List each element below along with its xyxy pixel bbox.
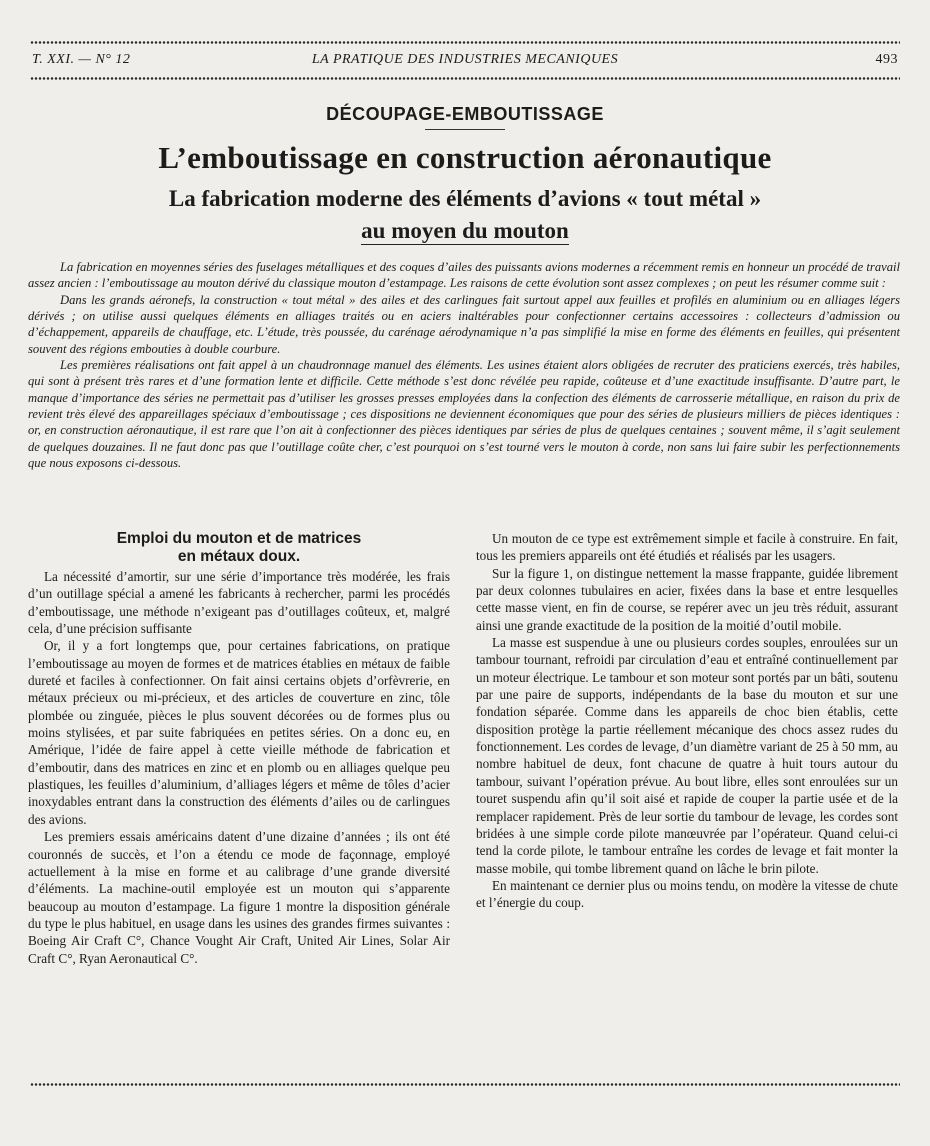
- body-paragraph: Sur la figure 1, on distingue nettement la masse frappante, guidée librement par deux colonnes tubulaires en acier, fixées dans la base et entre lesquelles cette masse vient, en fin de course, se repérer avec un jeu très réduit, assurant ainsi une grande exactitude de la position de la moitié d’outil mobile.: [476, 565, 898, 633]
- article-intro: [28, 259, 900, 471]
- body-paragraph: La masse est suspendue à une ou plusieurs cordes souples, enroulées sur un tambour tournant, refroidi par circulation d’eau et entraîné continuellement par un moteur électrique. Le tambour et son moteur sont portés par un bâti, soutenu par une paire de supports, indépendants de la base du mouton et sur une fondation séparée. Comme dans les appareils de choc bien établis, cette disposition protège la partie réellement mécanique des chocs assez rudes du fonctionnement. Les cordes de levage, d’un diamètre variant de 25 à 50 mm, au nombre habituel de deux, font chacune de quatre à huit tours autour du tambour, suivant l’opération prévue. Au bout libre, elles sont enroulées sur un touret suspendu afin qu’il soit aisé et rapide de couper la partie usée et de la remplacer rapidement. Près de leur sortie du tambour de levage, les cordes sont bridées à une simple corde pilote manœuvrée par l’opérateur. Quand celui-ci tend la corde pilote, le tambour entraîne les cordes de levage et fait monter la masse mobile, qui tombe librement quand on lâche le brin pilote.: [476, 635, 898, 876]
- article-subtitle-line2: [0, 218, 930, 244]
- page-number: 493: [875, 52, 898, 67]
- top-dotted-rule: [30, 41, 900, 44]
- running-head: [30, 50, 900, 72]
- column-heading-line2: en métaux doux.: [177, 548, 301, 565]
- section-title: DÉCOUPAGE-EMBOUTISSAGE: [326, 104, 604, 124]
- intro-paragraph: Les premières réalisations ont fait appel à un chaudronnage manuel des éléments. Les usines étaient alors obligées de recruter des praticiens exercés, très habiles, qui sont à présent très rares et d’une formation lente et difficile. Cette méthode s’est donc révélée peu rapide, coûteuse et d’une exactitude insuffisante. D’autre part, le manque d’importance des séries ne permettait pas d’utiliser les grosses presses employées dans la confection des éléments de carrosserie métallique, en raison du prix de revient très élevé des appareillages spéciaux d’emboutissage ; ces dispositions ne deviennent économiques que pour des séries de plusieurs milliers de pièces identiques : or, en construction aéronautique, il est rare que l’on ait à confectionner des pièces identiques par séries de plus de quelques centaines ; souvent même, il s’agit seulement de quelques douzaines. Il ne faut donc pas que l’outillage coûte cher, c’est pourquoi on s’est tourné vers le mouton à corde, non sans lui faire subir les perfectionnements que nous exposons ci-dessous.: [28, 358, 900, 471]
- journal-name: LA PRATIQUE DES INDUSTRIES MECANIQUES: [311, 52, 619, 67]
- right-column: [476, 530, 898, 912]
- body-paragraph: Les premiers essais américains datent d’une dizaine d’années ; ils ont été couronnés de succès, et l’on a étendu ce mode de façonnage, employé actuellement à la mise en forme et au calibrage d’une grande diversité d’éléments. La machine-outil employée est un mouton qui s’apparente beaucoup au mouton d’estampage. La figure 1 montre la disposition générale du type le plus habituel, en usage dans les usines des grandes firmes suivantes : Boeing Air Craft C°, Chance Vought Air Craft, United Air Lines, Solar Air Craft C°, Ryan Aeronautical C°.: [28, 829, 450, 966]
- body-paragraph: Or, il y a fort longtemps que, pour certaines fabrications, on pratique l’emboutissage au moyen de formes et de matrices établies en métaux de faible dureté et faciles à confectionner. On fait ainsi certains objets d’orfèvrerie, en métaux précieux ou mi-précieux, et des articles de couverture en zinc, tôle plombée ou zinguée, pièces le plus souvent décorées ou de formes plus ou moins stylisées, et par suite fabriquées en petites séries. On a donc eu, en Amérique, l’idée de faire appel à cette vieille méthode de fabrication et d’emboutir, dans des matrices en zinc et en plomb ou en alliages quelque peu plastiques, les feuilles d’aluminium, d’alliages légers et même de tôles d’acier inoxydables entrant dans la construction des éléments d’ailes ou de carlingues des avions.: [28, 638, 450, 827]
- footer-dotted-rule: [30, 1083, 900, 1086]
- body-paragraph: En maintenant ce dernier plus ou moins tendu, on modère la vitesse de chute et l’énergie du coup.: [476, 877, 898, 911]
- left-column: [28, 530, 450, 967]
- intro-paragraph: Dans les grands aéronefs, la construction « tout métal » des ailes et des carlingues fait surtout appel aux feuilles et profilés en aluminium ou en alliages légers dérivés ; on utilise aussi quelques éléments en alliages traités ou en aciers inaltérables pour confectionner certains accessoires : collecteurs d’admission ou d’échappement, appareils de chauffage, etc. L’étude, très poussée, du carénage aérodynamique n’a pas simplifié la mise en forme des éléments en feuilles, qui présentent souvent des régions embouties à double courbure.: [28, 292, 900, 356]
- article-subtitle-line2-text: au moyen du mouton: [361, 218, 569, 243]
- column-heading: [28, 530, 450, 566]
- header-dotted-rule: [30, 77, 900, 80]
- volume-issue: T. XXI. — N° 12: [32, 52, 131, 67]
- intro-paragraph: La fabrication en moyennes séries des fuselages métalliques et des coques d’ailes des puissants avions modernes a récemment remis en honneur un procédé de travail assez ancien : l’emboutissage au mouton dérivé du classique mouton d’estampage. Les raisons de cette évolution sont assez complexes ; on peut les résumer comme suit :: [28, 260, 900, 291]
- article-title: L’emboutissage en construction aéronautique: [158, 140, 772, 175]
- section-underline: [425, 129, 505, 130]
- body-paragraph: La nécessité d’amortir, sur une série d’importance très modérée, les frais d’un outillage spécial a amené les fabricants à rechercher, parmi les procédés d’emboutissage, une méthode n’exigeant pas d’outillages coûteux, et, malgré cela, d’une précision suffisante: [28, 569, 450, 637]
- column-heading-line1: Emploi du mouton et de matrices: [116, 530, 362, 547]
- article-subtitle-line1: La fabrication moderne des éléments d’avions « tout métal »: [168, 186, 762, 211]
- body-paragraph: Un mouton de ce type est extrêmement simple et facile à construire. En fait, tous les premiers appareils ont été étudiés et réalisés par les usagers.: [476, 531, 898, 564]
